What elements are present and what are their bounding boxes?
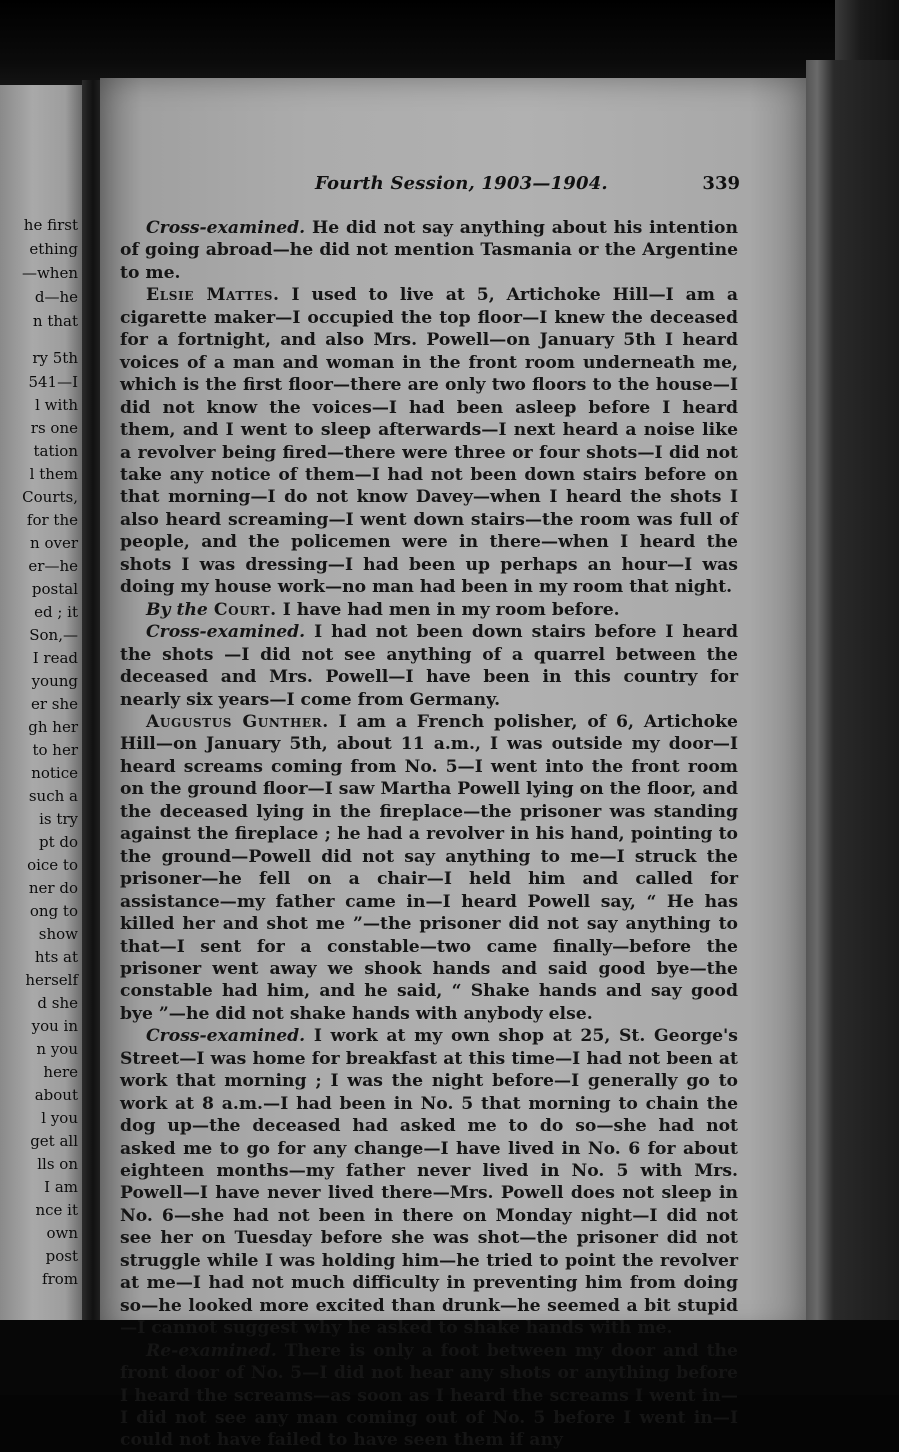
paragraph	[120, 217, 738, 284]
left-page-line: postal	[31, 580, 78, 598]
left-page-line: ry 5th	[32, 349, 78, 367]
left-page-line: er—he	[28, 557, 78, 575]
background-top	[0, 0, 899, 90]
speaker-label: Cross-examined.	[146, 622, 306, 643]
left-page-line: er she	[30, 695, 78, 713]
left-page-line: to her	[32, 741, 78, 759]
left-page-line: ner do	[28, 879, 78, 897]
left-page-line: about	[34, 1086, 78, 1104]
left-page-line: l with	[35, 396, 78, 414]
paragraph-text: I used to live at 5, Artichoke Hill—I am a cigarette maker—I occupied the top floor—I knew the deceased for a fortnight, and also Mrs. Powell—on January 5th I heard voices of a man and woman in the front room underneath me, which is the first floor—there are only two floors to the house—I did not know the voices—I had been asleep before I heard them, and I went to sleep afterwards—I next heard a noise like a revolver being fired—there were three or four shots—I did not take any notice of them—I had not been down stairs before on that morning—I do not know Davey—when I heard the shots I also heard screaming—I went down stairs—the room was full of people, and the policemen were in there—when I heard the shots I was dressing—I had been up perhaps an hour—I was doing my house work—no man had been in my room that night.	[120, 285, 738, 598]
speaker-label: Augustus Gunther.	[146, 711, 329, 732]
left-page-line: rs one	[30, 419, 78, 437]
left-page-line: —when	[21, 264, 78, 282]
left-page-line: post	[45, 1247, 78, 1265]
left-page-line: herself	[25, 971, 78, 989]
paragraph-text: He did not say anything about his intention of going abroad—he did not mention Tasmania or the Argentine to me.	[120, 218, 738, 283]
paragraph	[120, 599, 738, 621]
left-page-line: pt do	[38, 833, 78, 851]
left-page-line: gh her	[28, 718, 78, 736]
speaker-label: Cross-examined.	[146, 1026, 306, 1047]
left-page-line: I am	[44, 1178, 78, 1196]
speaker-label: Re-examined.	[146, 1340, 277, 1361]
paragraph	[120, 1340, 738, 1452]
paragraph-text: I had not been down stairs before I heard the shots —I did not see anything of a quarrel between the deceased and Mrs. Powell—I have been in this country for nearly six years—I come from Germany.	[120, 622, 738, 710]
left-page-line: n you	[36, 1040, 78, 1058]
left-page-line: Son,—	[29, 626, 78, 644]
left-page-line: n that	[32, 312, 78, 330]
paragraph-text: There is only a foot between my door and the front door of No. 5—I did not hear any shots or anything before I heard the screams—as soon as I heard the screams I went in—I did not see any man coming out of No. 5 before I went in—I could not have failed to have seen them if any	[120, 1340, 738, 1451]
left-page-line: n over	[30, 534, 78, 552]
left-page-line: ed ; it	[34, 603, 78, 621]
left-page-line: 541—I	[28, 373, 78, 391]
page-stack-edge	[806, 60, 899, 1395]
left-page-line: ething	[29, 240, 78, 258]
left-page-line: young	[31, 672, 78, 690]
left-page-line: d she	[37, 994, 78, 1012]
page-header	[120, 173, 740, 197]
paragraph-text: I work at my own shop at 25, St. George's Street—I was home for breakfast at this time—I had not been at work that morning ; I was the night before—I generally go to work at 8 a.m.—I had been in No. 5 that morning to chain the dog up—the deceased had asked me to do so—she had not asked me to go for any change—I have lived in No. 6 for about eighteen months—my father never lived in No. 5 with Mrs. Powell—I have never lived there—Mrs. Powell does not sleep in No. 6—she had not been in there on Monday night—I did not see her on Tuesday before she was shot—the prisoner did not struggle while I was holding him—he tried to point the revolver at me—I had not much difficulty in preventing him from doing so—he looked more excited than drunk—he seemed a bit stupid—I cannot suggest why he asked to shake hands with me.	[120, 1026, 738, 1339]
testimony-text	[120, 217, 738, 1452]
paragraph-text: I have had men in my room before.	[276, 599, 620, 620]
left-page-line: notice	[31, 764, 78, 782]
speaker-label: Elsie Mattes.	[146, 285, 280, 306]
paragraph	[120, 711, 738, 1025]
left-page-line: from	[42, 1270, 78, 1288]
left-page-line: nce it	[35, 1201, 78, 1219]
speaker-label: By the Court.	[146, 599, 277, 620]
left-page-line: d—he	[34, 288, 78, 306]
left-page-line: tation	[33, 442, 78, 460]
running-title: Fourth Session, 1903—1904.	[315, 173, 608, 194]
page-number: 339	[702, 173, 740, 194]
left-page-line: such a	[28, 787, 78, 805]
paragraph	[120, 1025, 738, 1339]
paragraph	[120, 621, 738, 711]
left-page-line: hts at	[34, 948, 78, 966]
left-page-line: show	[38, 925, 78, 943]
left-page-line: you in	[31, 1017, 78, 1035]
left-page-line: lls on	[37, 1155, 78, 1173]
left-page-line: here	[43, 1063, 78, 1081]
left-page-line: I read	[32, 649, 78, 667]
left-page-line: Courts,	[22, 488, 78, 506]
left-page-line: oice to	[27, 856, 78, 874]
paragraph	[120, 284, 738, 598]
left-page-line: own	[46, 1224, 78, 1242]
left-page-line: he first	[23, 216, 78, 234]
left-page-line: is try	[39, 810, 78, 828]
left-page-line: for the	[26, 511, 78, 529]
left-page-fragment	[0, 85, 82, 1320]
left-page-line: l you	[41, 1109, 78, 1127]
speaker-label: Cross-examined.	[146, 218, 306, 238]
paragraph-text: I am a French polisher, of 6, Artichoke Hill—on January 5th, about 11 a.m., I was outside my door—I heard screams coming from No. 5—I went into the front room on the ground floor—I saw Martha Powell lying on the floor, and the deceased lying in the fireplace—the prisoner was standing against the fireplace ; he had a revolver in his hand, pointing to the ground—Powell did not say anything to me—I struck the prisoner—he fell on a chair—I held him and called for assistance—my father came in—I heard Powell say, “ He has killed her and shot me ”—the prisoner did not say anything to that—I sent for a constable—two came finally—before the prisoner went away we shook hands and said good bye—the constable had him, and he said, “ Shake hands and say good bye ”—he did not shake hands with anybody else.	[120, 711, 738, 1024]
left-page-line: ong to	[29, 902, 78, 920]
left-page-line: get all	[30, 1132, 78, 1150]
left-page-line: l them	[29, 465, 78, 483]
